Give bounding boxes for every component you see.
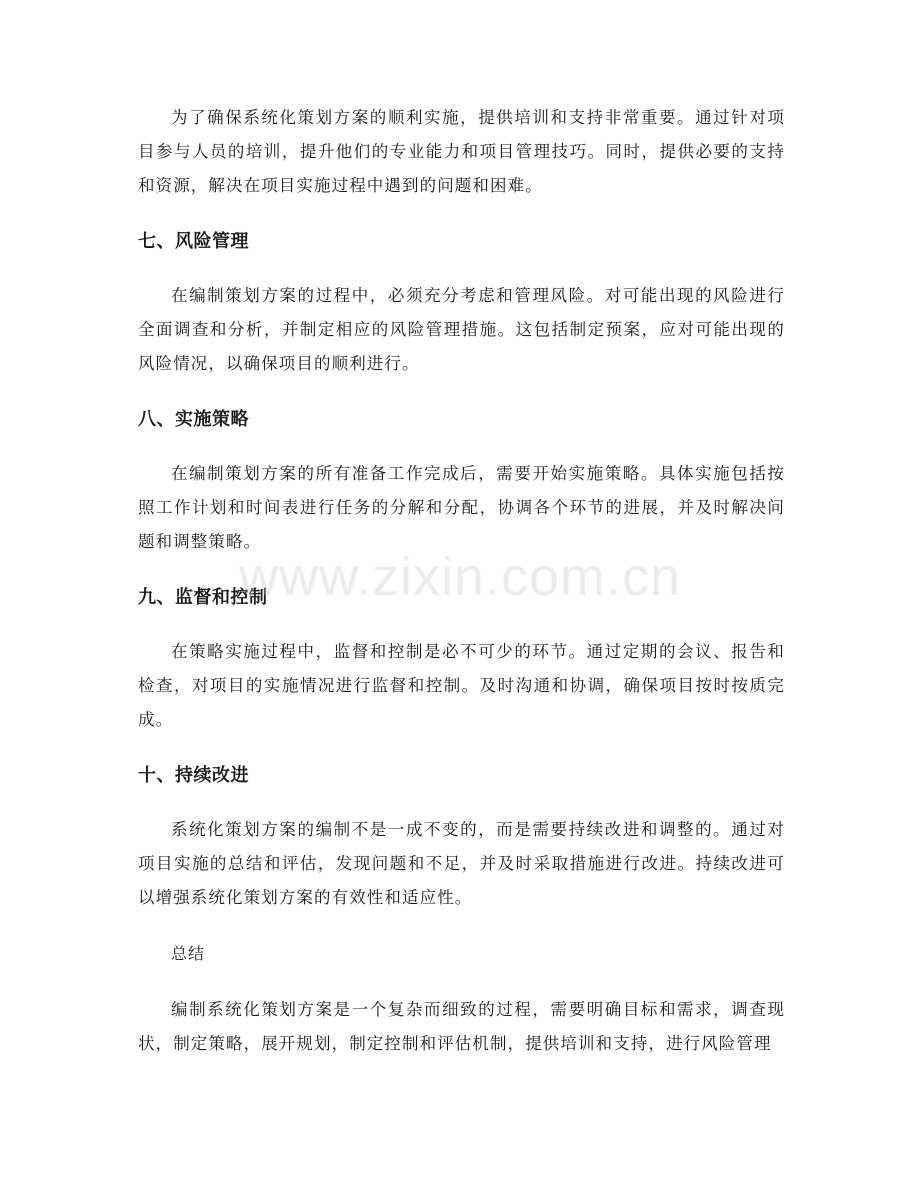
section-body-strategy: 在编制策划方案的所有准备工作完成后，需要开始实施策略。具体实施包括按照工作计划和时间表进行任务的分解和分配，协调各个环节的进展，并及时解决问题和调整策略。 — [138, 464, 785, 551]
document-body — [138, 101, 785, 1061]
summary-label: 总结 — [171, 944, 206, 963]
summary-body: 编制系统化策划方案是一个复杂而细致的过程，需要明确目标和需求，调查现状，制定策略，展开规划，制定控制和评估机制，提供培训和支持，进行风险管理 — [138, 1000, 785, 1053]
section-heading-improvement: 十、持续改进 — [138, 765, 249, 786]
section-heading-risk: 七、风险管理 — [138, 231, 249, 252]
section-body-monitoring: 在策略实施过程中，监督和控制是必不可少的环节。通过定期的会议、报告和检查，对项目的实施情况进行监督和控制。及时沟通和协调，确保项目按时按质完成。 — [138, 642, 785, 729]
section-body-risk: 在编制策划方案的过程中，必须充分考虑和管理风险。对可能出现的风险进行全面调查和分析，并制定相应的风险管理措施。这包括制定预案，应对可能出现的风险情况，以确保项目的顺利进行。 — [138, 286, 785, 373]
section-heading-strategy: 八、实施策略 — [138, 409, 249, 430]
intro-paragraph: 为了确保系统化策划方案的顺利实施，提供培训和支持非常重要。通过针对项目参与人员的培训，提升他们的专业能力和项目管理技巧。同时，提供必要的支持和资源，解决在项目实施过程中遇到的问题和困难。 — [138, 108, 785, 195]
section-body-improvement: 系统化策划方案的编制不是一成不变的，而是需要持续改进和调整的。通过对项目实施的总结和评估，发现问题和不足，并及时采取措施进行改进。持续改进可以增强系统化策划方案的有效性和适应性。 — [138, 820, 785, 907]
watermark-text: www.zixin.com.cn — [238, 547, 682, 607]
section-heading-monitoring: 九、监督和控制 — [138, 587, 268, 608]
